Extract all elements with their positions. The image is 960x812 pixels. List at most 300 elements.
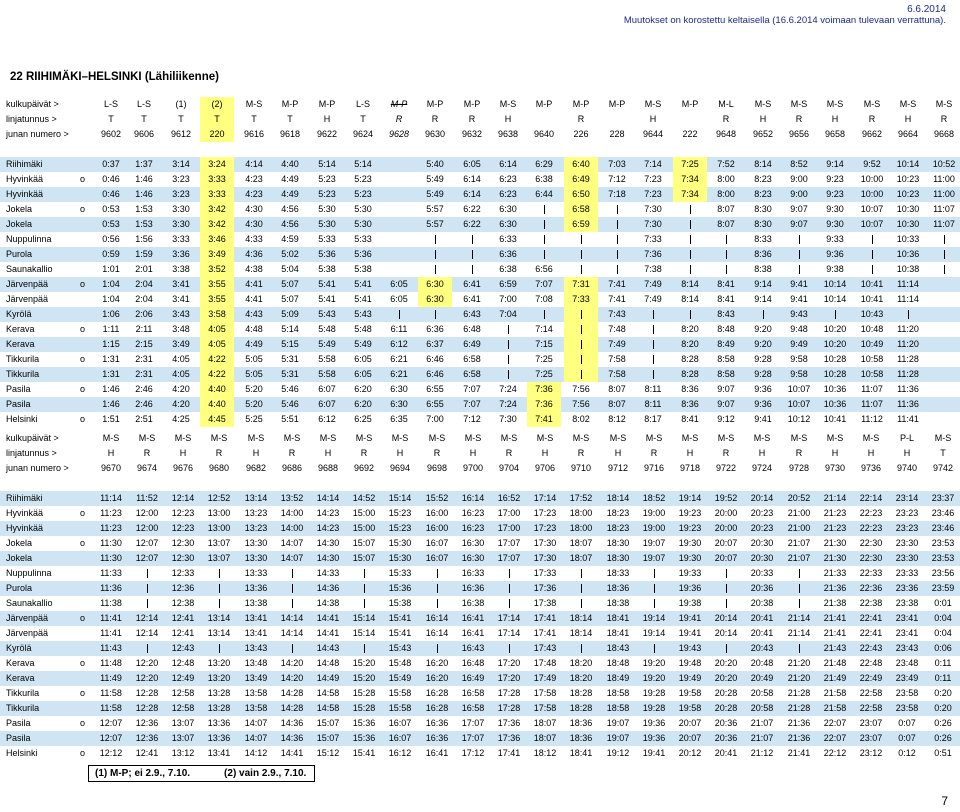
timetable-cell: 8:14	[754, 159, 772, 169]
header-row-junan_numero	[0, 127, 960, 142]
timetable-cell: 9:07	[717, 384, 735, 394]
timetable-cell: 0:07	[898, 733, 916, 743]
timetable-cell: 5:41	[354, 294, 372, 304]
timetable-cell: 22:49	[859, 673, 883, 683]
timetable-cell: 8:20	[681, 339, 699, 349]
timetable-cell: 23:48	[895, 658, 919, 668]
timetable-cell: 9:20	[754, 324, 772, 334]
timetable-cell: 3:43	[172, 309, 190, 319]
station-name: Järvenpää	[6, 294, 49, 304]
station-name: Jokela	[6, 538, 33, 548]
pass-through-marker	[292, 599, 293, 608]
timetable-cell: 1:37	[135, 159, 153, 169]
timetable-cell: 18:23	[606, 523, 630, 533]
timetable-cell: 5:46	[281, 384, 299, 394]
timetable-cell: 5:14	[281, 324, 299, 334]
timetable-cell: 5:31	[281, 369, 299, 379]
pass-through-marker	[726, 235, 727, 244]
timetable-cell: 17:52	[569, 493, 593, 503]
timetable-cell: 2:46	[135, 384, 153, 394]
timetable-cell: M-S	[934, 433, 952, 443]
timetable-cell: 17:41	[533, 628, 557, 638]
pass-through-marker	[581, 569, 582, 578]
timetable-cell: 6:58	[463, 354, 481, 364]
timetable-cell	[420, 581, 454, 596]
pass-through-marker	[799, 250, 800, 259]
timetable-cell: 7:15	[535, 339, 553, 349]
pass-through-marker	[872, 235, 873, 244]
timetable-cell: 9680	[208, 463, 230, 473]
timetable-cell: 0:46	[102, 189, 120, 199]
timetable-cell: 16:14	[461, 493, 485, 503]
arrival-marker: o	[80, 384, 86, 394]
timetable-cell: 10:00	[860, 174, 884, 184]
timetable-cell: 4:05	[200, 322, 234, 337]
timetable-cell: 0:04	[934, 613, 952, 623]
timetable-cell: 23:30	[895, 553, 919, 563]
timetable-cell: 22:38	[859, 598, 883, 608]
timetable-cell: 2:04	[135, 294, 153, 304]
timetable-cell: H	[831, 114, 839, 124]
timetable-cell	[275, 566, 309, 581]
timetable-cell: R	[505, 448, 513, 458]
timetable-cell: 20:36	[714, 733, 738, 743]
station-row	[0, 277, 960, 292]
timetable-cell: 19:58	[678, 703, 702, 713]
timetable-cell: 5:25	[245, 414, 263, 424]
timetable-cell: 23:14	[895, 493, 919, 503]
timetable-cell: 19:14	[642, 613, 666, 623]
timetable-cell: 21:41	[823, 628, 847, 638]
timetable-cell: 21:43	[823, 643, 847, 653]
timetable-cell: 17:23	[533, 508, 557, 518]
timetable-cell: 8:00	[717, 174, 735, 184]
timetable-cell: 7:14	[644, 159, 662, 169]
timetable-cell: 14:28	[280, 703, 304, 713]
timetable-cell: 8:38	[754, 264, 772, 274]
pass-through-marker	[581, 370, 582, 379]
timetable-cell: 15:36	[352, 733, 376, 743]
timetable-cell: 7:00	[426, 414, 444, 424]
timetable-cell: 11:49	[100, 673, 122, 683]
timetable-cell: 22:36	[859, 583, 883, 593]
footnote-2: (2) vain 2.9., 7.10.	[224, 768, 307, 779]
timetable-cell: 10:20	[823, 324, 847, 334]
timetable-cell	[455, 262, 489, 277]
timetable-cell: 12:07	[135, 538, 159, 548]
timetable-cell: 18:58	[606, 688, 630, 698]
timetable-cell: M-P	[572, 99, 590, 109]
timetable-cell: M-P	[390, 99, 408, 109]
pass-through-marker	[147, 584, 148, 593]
arrival-marker: o	[80, 174, 86, 184]
timetable-cell: 0:46	[102, 174, 120, 184]
timetable-cell: 10:33	[896, 234, 920, 244]
timetable-cell: 23:30	[895, 538, 919, 548]
timetable-cell: 19:52	[714, 493, 738, 503]
pass-through-marker	[835, 310, 836, 319]
timetable-cell: 7:04	[499, 309, 517, 319]
timetable-cell: 13:49	[244, 673, 268, 683]
timetable-cell: 9612	[170, 129, 192, 139]
timetable-cell: 12:33	[171, 568, 195, 578]
timetable-cell: 7:31	[564, 277, 598, 292]
timetable-cell: 6:20	[354, 384, 372, 394]
timetable-cell: M-P	[281, 99, 299, 109]
timetable-cell: 19:00	[642, 508, 666, 518]
timetable-cell	[455, 232, 489, 247]
timetable-cell: 12:36	[135, 718, 159, 728]
timetable-cell: 18:58	[606, 703, 630, 713]
timetable-cell: 19:49	[678, 673, 702, 683]
timetable-cell: M-S	[609, 433, 627, 443]
timetable-cell: T	[360, 114, 366, 124]
timetable-cell: 14:00	[280, 508, 304, 518]
timetable-cell: M-S	[138, 433, 156, 443]
timetable-cell	[202, 641, 236, 656]
timetable-cell: 5:46	[281, 399, 299, 409]
timetable-cell: 21:07	[787, 538, 811, 548]
timetable-cell: 9:36	[754, 399, 772, 409]
timetable-cell: 7:34	[673, 172, 707, 187]
timetable-cell: 19:20	[642, 658, 666, 668]
timetable-cell: 14:36	[280, 733, 304, 743]
timetable-cell: 11:36	[897, 399, 919, 409]
timetable-cell: 9:00	[790, 189, 808, 199]
timetable-cell	[637, 566, 671, 581]
timetable-cell: 21:58	[823, 703, 847, 713]
timetable-cell: 9:58	[790, 369, 808, 379]
timetable-cell: 11:30	[100, 553, 122, 563]
timetable-cell: 9704	[498, 463, 520, 473]
timetable-cell: 8:36	[754, 249, 772, 259]
timetable-cell: 23:43	[895, 643, 919, 653]
timetable-cell: 11:28	[897, 354, 919, 364]
timetable-cell: 9:41	[790, 294, 808, 304]
timetable-cell: 5:20	[245, 399, 263, 409]
timetable-cell	[491, 367, 525, 382]
timetable-cell: 3:42	[200, 217, 234, 232]
timetable-cell: 6:43	[463, 309, 481, 319]
timetable-cell: 22:48	[859, 658, 883, 668]
pass-through-marker	[872, 250, 873, 259]
timetable-cell: 20:43	[750, 643, 774, 653]
timetable-cell: 4:49	[245, 339, 263, 349]
timetable-cell: M-S	[536, 433, 554, 443]
timetable-cell: 20:30	[750, 538, 774, 548]
timetable-cell: 8:07	[717, 204, 735, 214]
timetable-cell: 12:28	[135, 703, 159, 713]
timetable-cell	[527, 202, 561, 217]
timetable-cell	[600, 232, 634, 247]
timetable-cell: 13:28	[207, 688, 231, 698]
pass-through-marker	[726, 584, 727, 593]
timetable-cell	[709, 596, 743, 611]
timetable-cell: M-P	[535, 99, 553, 109]
timetable-cell: 0:26	[934, 733, 952, 743]
timetable-cell: 11:00	[933, 189, 955, 199]
timetable-cell: 20:58	[750, 688, 774, 698]
timetable-cell: 8:14	[681, 279, 699, 289]
timetable-cell: 8:00	[717, 189, 735, 199]
timetable-cell: 18:14	[569, 628, 593, 638]
timetable-cell: 5:30	[318, 219, 336, 229]
timetable-cell: 18:07	[569, 538, 593, 548]
timetable-cell	[709, 232, 743, 247]
pass-through-marker	[437, 644, 438, 653]
timetable-cell: 5:49	[426, 189, 444, 199]
timetable-cell: 9716	[643, 463, 665, 473]
timetable-cell: 18:28	[569, 688, 593, 698]
timetable-cell: 21:49	[823, 673, 847, 683]
timetable-cell	[782, 262, 816, 277]
timetable-cell: 18:41	[606, 628, 630, 638]
timetable-cell: H	[396, 448, 404, 458]
station-name: Saunakallio	[6, 598, 53, 608]
timetable-cell: H	[107, 448, 115, 458]
timetable-cell	[275, 641, 309, 656]
timetable-cell: 15:33	[388, 568, 412, 578]
timetable-cell	[455, 247, 489, 262]
station-row	[0, 217, 960, 232]
timetable-cell: 9:30	[826, 204, 844, 214]
timetable-cell: 5:43	[318, 309, 336, 319]
pass-through-marker	[472, 235, 473, 244]
pass-through-marker	[581, 599, 582, 608]
timetable-cell: 22:41	[859, 628, 883, 638]
timetable-cell: T	[141, 114, 147, 124]
timetable-cell: L-S	[136, 99, 151, 109]
timetable-cell	[418, 247, 452, 262]
timetable-cell: 13:58	[244, 703, 268, 713]
timetable-cell: 19:41	[642, 748, 666, 758]
timetable-cell: 19:36	[642, 718, 666, 728]
timetable-cell: 4:40	[200, 397, 234, 412]
timetable-cell: 16:36	[425, 733, 449, 743]
timetable-cell: T	[200, 112, 234, 127]
timetable-cell: 10:07	[860, 204, 884, 214]
timetable-cell: 13:23	[244, 523, 268, 533]
header-row-linjatunnus	[0, 112, 960, 127]
timetable-cell: 19:41	[678, 613, 702, 623]
timetable-cell	[527, 232, 561, 247]
timetable-cell: 9:23	[826, 174, 844, 184]
station-row	[0, 292, 960, 307]
timetable-cell: 17:07	[461, 733, 485, 743]
timetable-cell: 14:30	[316, 553, 340, 563]
timetable-cell: M-S	[500, 433, 518, 443]
timetable-cell: 14:49	[316, 673, 340, 683]
timetable-cell: 17:41	[497, 748, 521, 758]
timetable-cell: 19:07	[642, 553, 666, 563]
timetable-cell: 9:36	[826, 249, 844, 259]
timetable-cell: 8:14	[681, 294, 699, 304]
timetable-cell: 18:20	[569, 673, 593, 683]
timetable-cell: 3:33	[200, 172, 234, 187]
timetable-cell: 8:30	[754, 204, 772, 214]
timetable-cell: 14:30	[316, 538, 340, 548]
station-name: Kerava	[6, 673, 35, 683]
timetable-cell: 7:24	[499, 399, 517, 409]
timetable-cell: 10:43	[860, 309, 884, 319]
timetable-cell: M-S	[753, 433, 771, 443]
station-name: Pasila	[6, 733, 31, 743]
timetable-cell: 8:52	[790, 159, 808, 169]
timetable-cell: 5:40	[426, 159, 444, 169]
timetable-cell: 18:36	[606, 583, 630, 593]
timetable-cell: 17:00	[497, 523, 521, 533]
timetable-cell: R	[795, 114, 803, 124]
station-name: Kerava	[6, 324, 35, 334]
timetable-cell: 0:37	[102, 159, 120, 169]
timetable-cell: 11:43	[100, 643, 122, 653]
timetable-cell: 4:41	[245, 279, 263, 289]
station-row	[0, 701, 960, 716]
timetable-cell: 3:52	[200, 262, 234, 277]
timetable-cell: 6:21	[390, 369, 408, 379]
timetable-cell: 7:56	[572, 384, 590, 394]
timetable-cell: 22:30	[859, 553, 883, 563]
timetable-cell: 9718	[679, 463, 701, 473]
timetable-cell: 3:49	[172, 339, 190, 349]
timetable-cell: 9:00	[790, 174, 808, 184]
timetable-cell: 5:14	[354, 159, 372, 169]
pass-through-marker	[399, 310, 400, 319]
timetable-cell: T	[108, 114, 114, 124]
timetable-cell: 220	[200, 127, 234, 142]
pass-through-marker	[364, 599, 365, 608]
timetable-cell: 8:17	[644, 414, 662, 424]
timetable-cell: R	[795, 448, 803, 458]
timetable-cell: 6:23	[499, 189, 517, 199]
timetable-cell: 3:14	[172, 159, 190, 169]
timetable-cell: 12:20	[135, 658, 159, 668]
timetable-cell: 8:11	[644, 399, 662, 409]
timetable-cell: 1:53	[135, 219, 153, 229]
timetable-cell: 5:41	[318, 279, 336, 289]
timetable-cell: 9:43	[790, 309, 808, 319]
timetable-cell: 6:38	[535, 174, 553, 184]
timetable-cell: 7:12	[608, 174, 626, 184]
header-row-linjatunnus	[0, 446, 960, 461]
timetable-cell: 12:36	[171, 583, 195, 593]
timetable-cell: 13:07	[207, 538, 231, 548]
pass-through-marker	[617, 265, 618, 274]
timetable-cell	[130, 596, 164, 611]
timetable-cell: M-S	[572, 433, 590, 443]
pass-through-marker	[364, 644, 365, 653]
timetable-cell	[418, 262, 452, 277]
timetable-cell	[673, 232, 707, 247]
timetable-cell: 11:07	[861, 399, 883, 409]
timetable-cell: 9694	[389, 463, 411, 473]
header-label: kulkupäivät >	[6, 433, 59, 443]
pass-through-marker	[508, 325, 509, 334]
pass-through-marker	[437, 584, 438, 593]
timetable-cell: 14:41	[316, 628, 340, 638]
timetable-cell: 12:58	[171, 703, 195, 713]
timetable-cell: 3:36	[172, 249, 190, 259]
timetable-cell: 10:49	[860, 339, 884, 349]
station-row	[0, 611, 960, 626]
timetable-cell: T	[940, 448, 946, 458]
station-name: Helsinki	[6, 414, 38, 424]
timetable-cell: 20:52	[787, 493, 811, 503]
timetable-cell: 6:58	[564, 202, 598, 217]
timetable-cell: 6:41	[463, 279, 481, 289]
timetable-cell: 20:20	[714, 658, 738, 668]
station-name: Riihimäki	[6, 159, 43, 169]
timetable-cell: 11:58	[100, 703, 122, 713]
timetable-cell: 6:22	[463, 204, 481, 214]
timetable-cell: 6:30	[418, 277, 452, 292]
pass-through-marker	[544, 205, 545, 214]
timetable-cell: 1:46	[102, 399, 120, 409]
station-row	[0, 506, 960, 521]
timetable-cell: 2:31	[135, 354, 153, 364]
timetable-cell: 7:25	[535, 354, 553, 364]
timetable-cell: 17:23	[533, 523, 557, 533]
timetable-cell: 11:36	[897, 384, 919, 394]
timetable-cell: 9648	[715, 129, 737, 139]
timetable-cell: 7:08	[535, 294, 553, 304]
timetable-cell: 21:14	[787, 613, 811, 623]
timetable-cell: 16:41	[461, 628, 485, 638]
timetable-cell: 17:12	[461, 748, 485, 758]
timetable-cell: 0:11	[934, 658, 952, 668]
timetable-cell: 3:33	[172, 234, 190, 244]
timetable-cell: R	[940, 114, 948, 124]
timetable-cell: 7:18	[608, 189, 626, 199]
arrival-marker: o	[80, 508, 86, 518]
station-name: Järvenpää	[6, 628, 49, 638]
timetable-cell: 7:36	[527, 397, 561, 412]
timetable-cell	[564, 581, 598, 596]
header-notice: Muutokset on korostettu keltaisella (16.6.2014 voimaan tulevaan verrattuna).	[623, 15, 946, 26]
pass-through-marker	[799, 584, 800, 593]
timetable-cell: 14:07	[280, 553, 304, 563]
timetable-cell: 5:05	[245, 354, 263, 364]
timetable-cell: 6:05	[463, 159, 481, 169]
timetable-cell: 15:28	[352, 688, 376, 698]
timetable-cell	[709, 262, 743, 277]
timetable-cell: M-S	[499, 99, 517, 109]
timetable-cell: 5:33	[318, 234, 336, 244]
timetable-cell: 1:06	[102, 309, 120, 319]
timetable-cell	[636, 322, 670, 337]
timetable-cell: 9686	[281, 463, 303, 473]
timetable-cell: 21:20	[787, 673, 811, 683]
timetable-cell: 14:20	[280, 658, 304, 668]
pass-through-marker	[435, 235, 436, 244]
timetable-cell	[927, 262, 960, 277]
pass-through-marker	[147, 569, 148, 578]
station-row	[0, 337, 960, 352]
timetable-cell: 20:36	[750, 583, 774, 593]
station-name: Helsinki	[6, 748, 38, 758]
timetable-cell: 2:01	[135, 264, 153, 274]
timetable-cell: 12:00	[135, 523, 159, 533]
timetable-cell: 7:49	[644, 294, 662, 304]
timetable-cell: 15:49	[388, 673, 412, 683]
timetable-cell: 17:00	[497, 508, 521, 518]
timetable-cell: H	[179, 448, 187, 458]
timetable-cell: 10:12	[787, 414, 811, 424]
timetable-cell: 9:41	[790, 279, 808, 289]
timetable-cell: 19:36	[678, 583, 702, 593]
timetable-cell: 18:12	[533, 748, 557, 758]
header-row-junan_numero	[0, 461, 960, 476]
